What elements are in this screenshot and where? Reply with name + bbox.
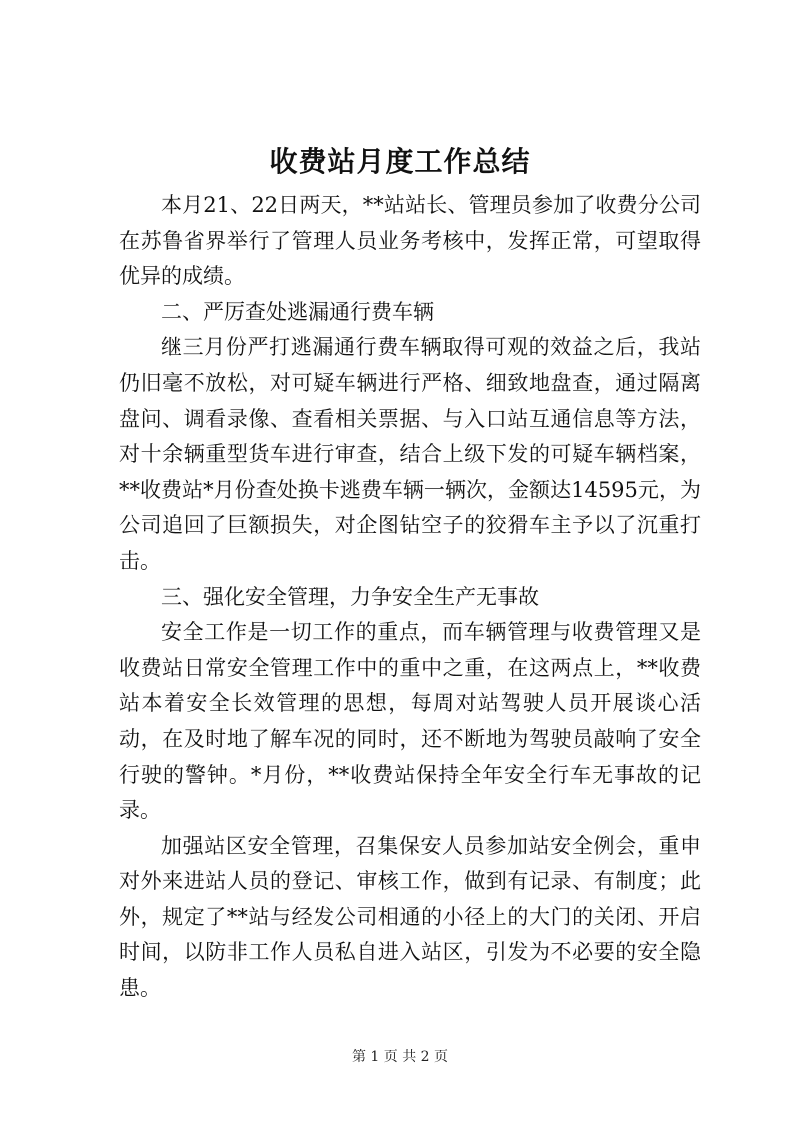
paragraph-section-3-b: 加强站区安全管理，召集保安人员参加站安全例会，重申对外来进站人员的登记、审核工作，做到有记录、有制度；此外，规定了**站与经发公司相通的小径上的大门的关闭、开启时间，以防非工作人员私自进入站区，引发为不必要的安全隐患。: [119, 833, 701, 1001]
document-body: [119, 188, 701, 1007]
paragraph-section-3-a: 安全工作是一切工作的重点，而车辆管理与收费管理又是收费站日常安全管理工作中的重中之重，在这两点上，**收费站本着安全长效管理的思想，每周对站驾驶人员开展谈心活动，在及时地了解车况的同时，还不断地为驾驶员敲响了安全行驶的警钟。*月份，**收费站保持全年安全行车无事故的记录。: [119, 620, 701, 823]
document-title: 收费站月度工作总结: [269, 145, 531, 178]
paragraph-intro: 本月21、22日两天，**站站长、管理员参加了收费分公司在苏鲁省界举行了管理人员业务考核中，发挥正常，可望取得优异的成绩。: [119, 193, 701, 289]
page-footer: 第 1 页 共 2 页: [351, 1049, 449, 1065]
section-heading-3: 三、强化安全管理，力争安全生产无事故: [161, 584, 539, 609]
paragraph-section-2: 继三月份严打逃漏通行费车辆取得可观的效益之后，我站仍旧毫不放松，对可疑车辆进行严格、细致地盘查，通过隔离盘问、调看录像、查看相关票据、与入口站互通信息等方法，对十余辆重型货车进行审查，结合上级下发的可疑车辆档案，**收费站*月份查处换卡逃费车辆一辆次，金额达14595元，为公司追回了巨额损失，对企图钻空子的狡猾车主予以了沉重打击。: [119, 335, 701, 573]
section-heading-2: 二、严厉查处逃漏通行费车辆: [161, 299, 434, 324]
